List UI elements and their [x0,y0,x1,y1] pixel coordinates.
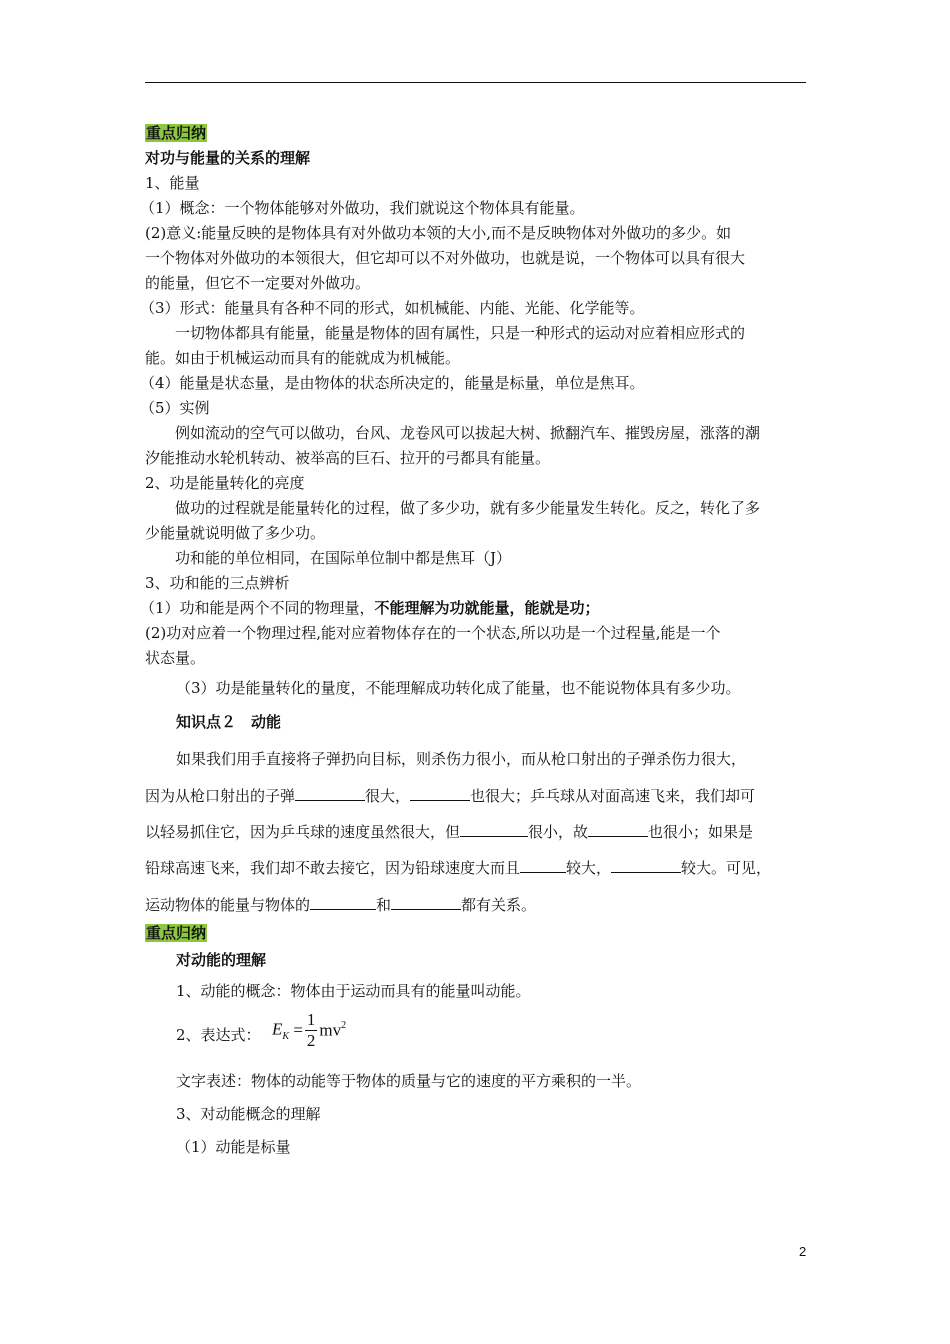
fill-in-line: 铅球高速飞来，我们却不敢去接它，因为铅球速度大而且 较大， 较大。可见， [145,856,771,878]
section-title: 对动能的理解 [176,951,267,969]
heading-work-energy: 2、功是能量转化的亮度 [145,474,305,492]
paragraph: (2)意义:能量反映的是物体具有对外做功本领的大小,而不是反映物体对外做功的多少。如 [145,224,732,242]
kinetic-energy-formula: $E_K$ = $\frac{1}{2}$ $mv^2$ [272,1010,347,1050]
paragraph: 如果我们用手直接将子弹扔向目标，则杀伤力很小，而从枪口射出的子弹杀伤力很大， [176,750,747,768]
blank-field[interactable] [391,893,461,910]
paragraph: （5）实例 [140,399,210,417]
heading-energy: 1、能量 [145,174,200,192]
blank-field[interactable] [588,820,648,837]
paragraph: 少能量就说明做了多少功。 [145,524,326,542]
paragraph: 2、表达式： [176,1026,261,1044]
section-title: 对功与能量的关系的理解 [145,149,311,167]
paragraph: 能。如由于机械运动而具有的能就成为机械能。 [145,349,461,367]
blank-field[interactable] [410,784,470,801]
paragraph: 的能量，但它不一定要对外做功。 [145,274,371,292]
paragraph: 文字表述：物体的动能等于物体的质量与它的速度的平方乘积的一半。 [176,1072,642,1090]
paragraph: 状态量。 [145,649,206,667]
paragraph: 一切物体都具有能量，能量是物体的固有属性，只是一种形式的运动对应着相应形式的 [175,324,746,342]
paragraph: (2)功对应着一个物理过程,能对应着物体存在的一个状态,所以功是一个过程量,能是一个 [145,624,721,642]
paragraph: （3）功是能量转化的量度，不能理解成功转化成了能量，也不能说物体具有多少功。 [176,679,741,697]
paragraph: （4）能量是状态量，是由物体的状态所决定的，能量是标量，单位是焦耳。 [140,374,645,392]
fill-in-line: 以轻易抓住它，因为乒乓球的速度虽然很大，但 很小，故 也很小；如果是 [145,820,753,842]
blank-field[interactable] [460,820,528,837]
page-number: 2 [799,1244,807,1259]
paragraph: （1）动能是标量 [176,1138,291,1156]
blank-field[interactable] [611,856,681,873]
paragraph: （1）功和能是两个不同的物理量，不能理解为功就能量，能就是功； [140,599,600,617]
fill-in-line: 运动物体的能量与物体的 和 都有关系。 [145,893,536,915]
header-rule [145,82,806,83]
heading-three-points: 3、功和能的三点辨析 [145,574,290,592]
paragraph: 1、动能的概念：物体由于运动而具有的能量叫动能。 [176,982,531,1000]
paragraph: （3）形式：能量具有各种不同的形式，如机械能、内能、光能、化学能等。 [140,299,645,317]
paragraph: 功和能的单位相同，在国际单位制中都是焦耳（J） [175,549,512,567]
blank-field[interactable] [295,784,365,801]
fill-in-line: 因为从枪口射出的子弹 很大， 也很大；乒乓球从对面高速飞来，我们却可 [145,784,755,806]
paragraph: 汐能推动水轮机转动、被举高的巨石、拉开的弓都具有能量。 [145,449,551,467]
key-summary-tag: 重点归纳 [146,924,207,942]
paragraph: 3、对动能概念的理解 [176,1105,321,1123]
paragraph: 做功的过程就是能量转化的过程，做了多少功，就有多少能量发生转化。反之，转化了多 [175,499,761,517]
paragraph: 例如流动的空气可以做功，台风、龙卷风可以拔起大树、掀翻汽车、摧毁房屋，涨落的潮 [175,424,761,442]
knowledge-point-title: 知识点２ 动能 [176,713,282,731]
blank-field[interactable] [310,893,376,910]
blank-field[interactable] [520,856,566,873]
fraction: $\frac{1}{2}$ [306,1010,316,1050]
paragraph: 一个物体对外做功的本领很大，但它却可以不对外做功，也就是说，一个物体可以具有很大 [145,249,746,267]
paragraph: （1）概念：一个物体能够对外做功，我们就说这个物体具有能量。 [140,199,585,217]
key-summary-tag: 重点归纳 [146,124,207,142]
